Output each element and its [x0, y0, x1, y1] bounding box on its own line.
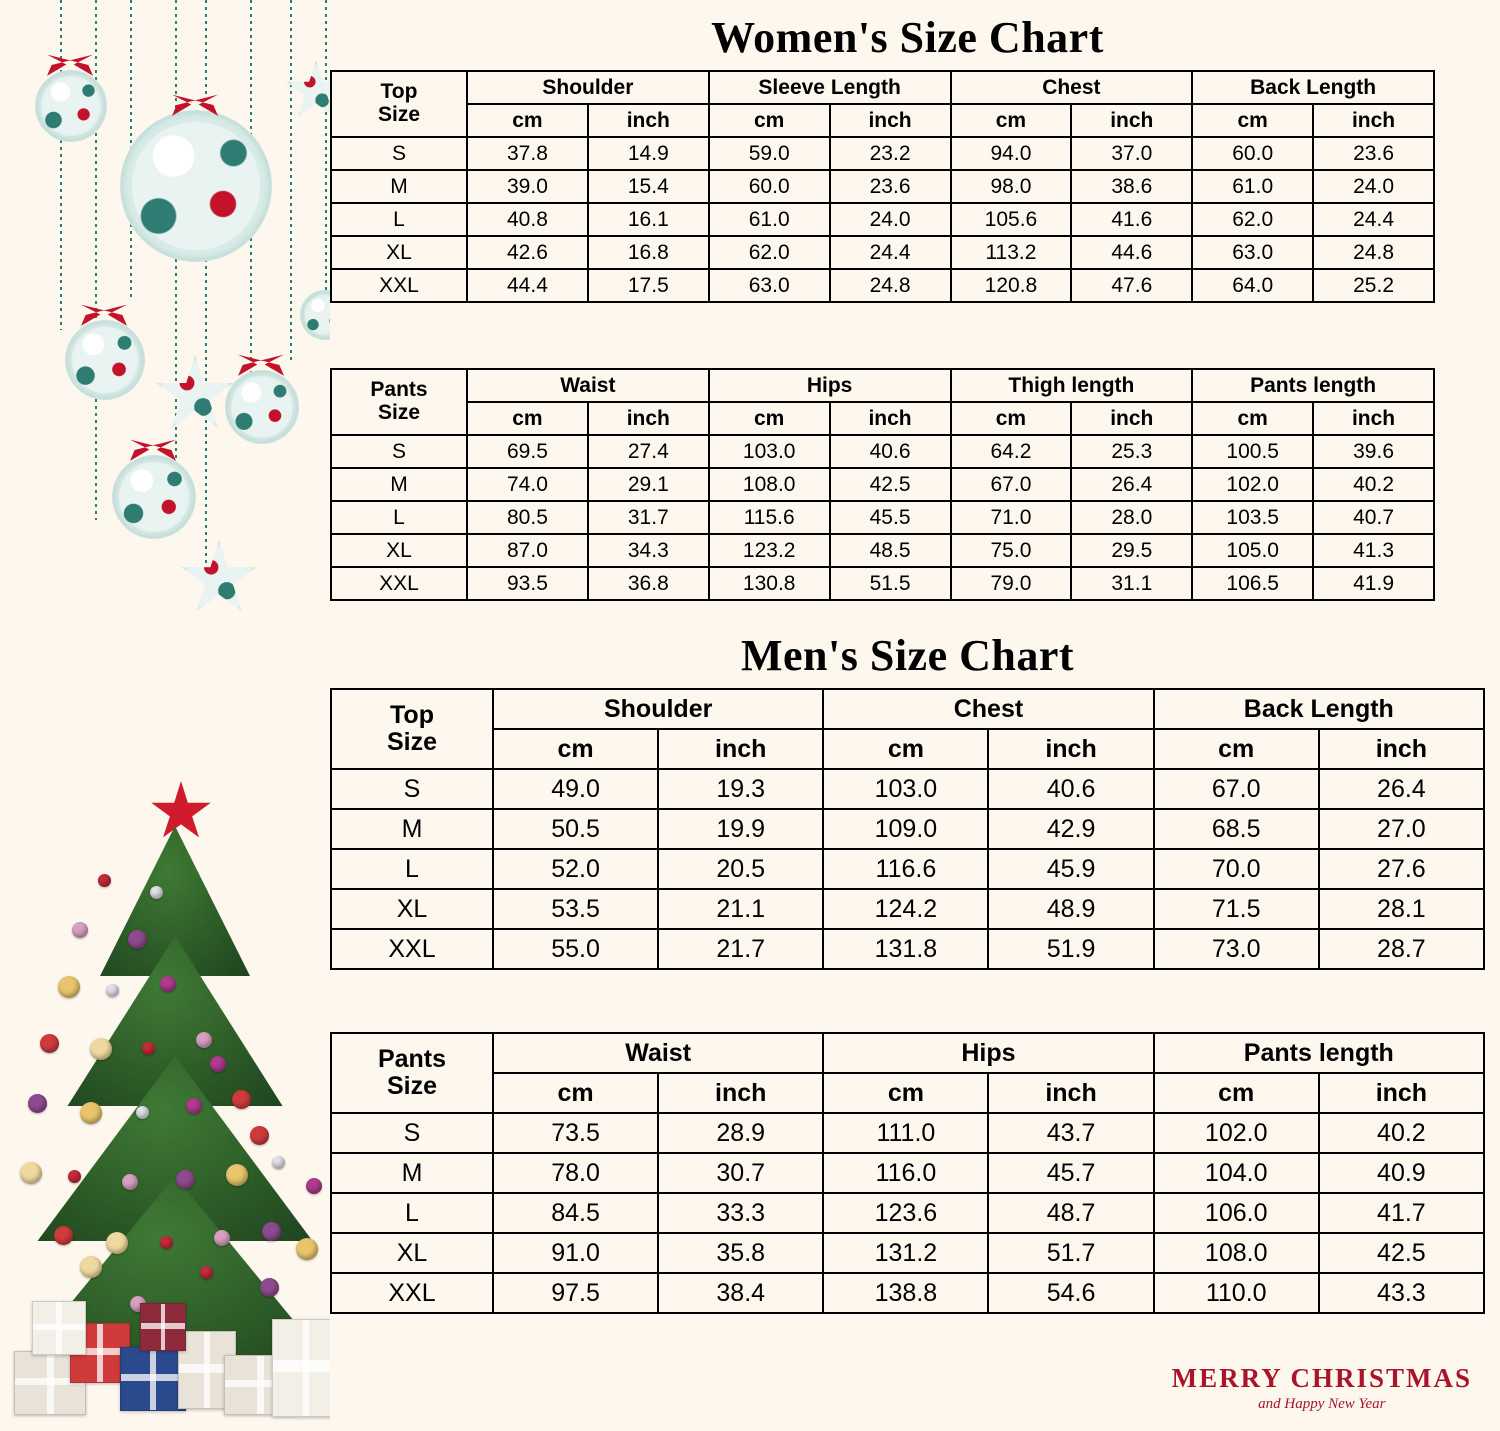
measurement-cell: 115.6	[709, 501, 830, 534]
unit-header: inch	[588, 104, 709, 137]
measurement-cell: 79.0	[951, 567, 1072, 600]
measurement-cell: 42.6	[467, 236, 588, 269]
measurement-cell: 97.5	[493, 1273, 658, 1313]
measurement-cell: 48.5	[830, 534, 951, 567]
measurement-cell: 108.0	[1154, 1233, 1319, 1273]
measurement-cell: 35.8	[658, 1233, 823, 1273]
size-cell: S	[331, 435, 467, 468]
measurement-cell: 36.8	[588, 567, 709, 600]
table-row	[331, 889, 1484, 929]
size-cell: XXL	[331, 567, 467, 600]
measurement-cell: 62.0	[1192, 203, 1313, 236]
size-cell: M	[331, 809, 493, 849]
tree-bauble-icon	[160, 1236, 173, 1249]
measurement-cell: 93.5	[467, 567, 588, 600]
tree-bauble-icon	[28, 1094, 47, 1113]
measurement-cell: 103.0	[823, 769, 988, 809]
size-cell: S	[331, 1113, 493, 1153]
measurement-cell: 68.5	[1154, 809, 1319, 849]
tree-bauble-icon	[306, 1178, 322, 1194]
size-column-header: Top Size	[331, 689, 493, 769]
unit-header: inch	[588, 402, 709, 435]
measurement-cell: 27.0	[1319, 809, 1484, 849]
measurement-cell: 109.0	[823, 809, 988, 849]
measurement-cell: 43.7	[988, 1113, 1153, 1153]
measurement-cell: 40.2	[1319, 1113, 1484, 1153]
measurement-cell: 48.9	[988, 889, 1153, 929]
unit-header: cm	[467, 402, 588, 435]
measurement-cell: 21.1	[658, 889, 823, 929]
unit-header: cm	[823, 729, 988, 769]
size-cell: L	[331, 849, 493, 889]
measurement-cell: 123.2	[709, 534, 830, 567]
measurement-cell: 40.7	[1313, 501, 1434, 534]
measurement-cell: 102.0	[1192, 468, 1313, 501]
women-chart-title: Women's Size Chart	[711, 13, 1104, 62]
measurement-cell: 130.8	[709, 567, 830, 600]
ornament-string	[205, 0, 207, 600]
tree-bauble-icon	[250, 1126, 269, 1145]
unit-header: cm	[467, 104, 588, 137]
measurement-cell: 38.4	[658, 1273, 823, 1313]
measurement-cell: 61.0	[709, 203, 830, 236]
table-unit-header-row	[331, 104, 1434, 137]
size-cell: L	[331, 203, 467, 236]
size-cell: XL	[331, 889, 493, 929]
measurement-cell: 52.0	[493, 849, 658, 889]
table-unit-header-row	[331, 402, 1434, 435]
measurement-cell: 16.8	[588, 236, 709, 269]
ornament-string	[325, 0, 327, 300]
measurement-cell: 131.8	[823, 929, 988, 969]
measurement-group-header: Back Length	[1154, 689, 1484, 729]
measurement-cell: 61.0	[1192, 170, 1313, 203]
measurement-cell: 116.6	[823, 849, 988, 889]
star-ornament-icon	[155, 355, 235, 435]
women-pants-size-table	[330, 368, 1435, 601]
gift-box-icon	[272, 1319, 330, 1417]
star-ornament-icon	[180, 540, 258, 618]
tree-bauble-icon	[232, 1090, 251, 1109]
table-row	[331, 1113, 1484, 1153]
measurement-cell: 40.2	[1313, 468, 1434, 501]
measurement-cell: 45.7	[988, 1153, 1153, 1193]
christmas-tree	[10, 731, 330, 1431]
measurement-cell: 37.8	[467, 137, 588, 170]
unit-header: cm	[951, 402, 1072, 435]
unit-header: inch	[1319, 1073, 1484, 1113]
measurement-group-header: Chest	[823, 689, 1153, 729]
measurement-cell: 50.5	[493, 809, 658, 849]
tree-bauble-icon	[128, 930, 147, 949]
measurement-cell: 75.0	[951, 534, 1072, 567]
measurement-cell: 80.5	[467, 501, 588, 534]
tree-bauble-icon	[90, 1038, 112, 1060]
measurement-cell: 42.5	[1319, 1233, 1484, 1273]
measurement-cell: 39.6	[1313, 435, 1434, 468]
measurement-cell: 105.0	[1192, 534, 1313, 567]
table-group-header-row	[331, 369, 1434, 402]
gift-boxes	[10, 1261, 330, 1431]
unit-header: inch	[1071, 104, 1192, 137]
tree-bauble-icon	[58, 976, 80, 998]
measurement-cell: 64.2	[951, 435, 1072, 468]
ball-ornament-icon	[300, 290, 330, 340]
ball-ornament-icon	[120, 110, 272, 262]
men-top-size-table	[330, 688, 1485, 970]
tree-bauble-icon	[136, 1106, 149, 1119]
tree-bauble-icon	[186, 1098, 202, 1114]
table-row	[331, 769, 1484, 809]
measurement-cell: 103.5	[1192, 501, 1313, 534]
measurement-cell: 28.9	[658, 1113, 823, 1153]
unit-header: cm	[1192, 402, 1313, 435]
measurement-cell: 131.2	[823, 1233, 988, 1273]
measurement-cell: 53.5	[493, 889, 658, 929]
size-cell: M	[331, 1153, 493, 1193]
unit-header: inch	[1071, 402, 1192, 435]
merry-christmas-text	[1172, 1363, 1472, 1413]
measurement-group-header: Waist	[493, 1033, 823, 1073]
measurement-cell: 40.9	[1319, 1153, 1484, 1193]
measurement-cell: 71.0	[951, 501, 1072, 534]
measurement-cell: 59.0	[709, 137, 830, 170]
measurement-cell: 26.4	[1071, 468, 1192, 501]
measurement-cell: 63.0	[1192, 236, 1313, 269]
size-cell: XXL	[331, 269, 467, 302]
measurement-cell: 41.6	[1071, 203, 1192, 236]
men-chart-title: Men's Size Chart	[740, 631, 1075, 680]
table-unit-header-row	[331, 729, 1484, 769]
ornament-string	[290, 0, 292, 360]
table-row	[331, 929, 1484, 969]
measurement-cell: 28.0	[1071, 501, 1192, 534]
ball-ornament-icon	[225, 370, 299, 444]
measurement-cell: 25.3	[1071, 435, 1192, 468]
unit-header: cm	[1154, 729, 1319, 769]
measurement-cell: 116.0	[823, 1153, 988, 1193]
size-cell: M	[331, 170, 467, 203]
measurement-cell: 124.2	[823, 889, 988, 929]
measurement-cell: 63.0	[709, 269, 830, 302]
size-cell: L	[331, 501, 467, 534]
measurement-cell: 60.0	[709, 170, 830, 203]
unit-header: inch	[830, 104, 951, 137]
tree-bauble-icon	[106, 984, 119, 997]
measurement-cell: 44.6	[1071, 236, 1192, 269]
measurement-cell: 64.0	[1192, 269, 1313, 302]
tree-bauble-icon	[272, 1156, 285, 1169]
table-row	[331, 1193, 1484, 1233]
ball-ornament-icon	[65, 320, 145, 400]
measurement-cell: 39.0	[467, 170, 588, 203]
unit-header: inch	[988, 1073, 1153, 1113]
measurement-cell: 69.5	[467, 435, 588, 468]
measurement-cell: 27.6	[1319, 849, 1484, 889]
measurement-cell: 41.9	[1313, 567, 1434, 600]
table-row	[331, 849, 1484, 889]
table-group-header-row	[331, 71, 1434, 104]
ball-ornament-icon	[112, 455, 196, 539]
measurement-cell: 51.9	[988, 929, 1153, 969]
measurement-cell: 28.1	[1319, 889, 1484, 929]
table-row	[331, 236, 1434, 269]
table-row	[331, 468, 1434, 501]
measurement-cell: 55.0	[493, 929, 658, 969]
table-row	[331, 501, 1434, 534]
measurement-cell: 105.6	[951, 203, 1072, 236]
tree-bauble-icon	[68, 1170, 81, 1183]
measurement-cell: 23.6	[830, 170, 951, 203]
measurement-cell: 23.6	[1313, 137, 1434, 170]
size-column-header: Pants Size	[331, 1033, 493, 1113]
table-row	[331, 137, 1434, 170]
table-row	[331, 1153, 1484, 1193]
size-cell: XXL	[331, 1273, 493, 1313]
measurement-cell: 108.0	[709, 468, 830, 501]
measurement-cell: 60.0	[1192, 137, 1313, 170]
gift-box-icon	[120, 1347, 186, 1411]
measurement-cell: 24.0	[1313, 170, 1434, 203]
tree-bauble-icon	[226, 1164, 248, 1186]
measurement-cell: 138.8	[823, 1273, 988, 1313]
measurement-cell: 73.5	[493, 1113, 658, 1153]
tree-bauble-icon	[262, 1222, 281, 1241]
measurement-cell: 120.8	[951, 269, 1072, 302]
ornament-string	[60, 0, 62, 330]
tree-bauble-icon	[54, 1226, 73, 1245]
measurement-cell: 34.3	[588, 534, 709, 567]
unit-header: inch	[1313, 402, 1434, 435]
measurement-cell: 19.9	[658, 809, 823, 849]
unit-header: inch	[658, 729, 823, 769]
size-cell: XXL	[331, 929, 493, 969]
gift-box-icon	[32, 1301, 86, 1355]
measurement-cell: 71.5	[1154, 889, 1319, 929]
size-cell: XL	[331, 1233, 493, 1273]
measurement-cell: 102.0	[1154, 1113, 1319, 1153]
measurement-cell: 30.7	[658, 1153, 823, 1193]
measurement-group-header: Sleeve Length	[709, 71, 951, 104]
measurement-cell: 98.0	[951, 170, 1072, 203]
tree-bauble-icon	[160, 976, 176, 992]
table-unit-header-row	[331, 1073, 1484, 1113]
tree-bauble-icon	[150, 886, 163, 899]
table-row	[331, 534, 1434, 567]
tree-bauble-icon	[72, 922, 88, 938]
measurement-cell: 106.5	[1192, 567, 1313, 600]
merry-christmas-line2: and Happy New Year	[1258, 1396, 1386, 1412]
measurement-cell: 49.0	[493, 769, 658, 809]
gift-box-icon	[140, 1303, 186, 1351]
measurement-group-header: Waist	[467, 369, 709, 402]
measurement-cell: 31.7	[588, 501, 709, 534]
measurement-group-header: Shoulder	[493, 689, 823, 729]
tree-bauble-icon	[214, 1230, 230, 1246]
measurement-group-header: Pants length	[1154, 1033, 1484, 1073]
measurement-cell: 21.7	[658, 929, 823, 969]
measurement-cell: 40.6	[988, 769, 1153, 809]
measurement-cell: 91.0	[493, 1233, 658, 1273]
measurement-cell: 48.7	[988, 1193, 1153, 1233]
tree-bauble-icon	[80, 1102, 102, 1124]
measurement-cell: 17.5	[588, 269, 709, 302]
measurement-cell: 23.2	[830, 137, 951, 170]
measurement-group-header: Hips	[709, 369, 951, 402]
unit-header: cm	[709, 402, 830, 435]
table-row	[331, 203, 1434, 236]
measurement-cell: 51.7	[988, 1233, 1153, 1273]
table-row	[331, 567, 1434, 600]
measurement-cell: 100.5	[1192, 435, 1313, 468]
measurement-cell: 24.0	[830, 203, 951, 236]
measurement-cell: 38.6	[1071, 170, 1192, 203]
unit-header: inch	[988, 729, 1153, 769]
table-group-header-row	[331, 1033, 1484, 1073]
tree-bauble-icon	[210, 1056, 226, 1072]
table-row	[331, 1233, 1484, 1273]
measurement-cell: 15.4	[588, 170, 709, 203]
size-column-header: Pants Size	[331, 369, 467, 435]
measurement-cell: 103.0	[709, 435, 830, 468]
measurement-cell: 29.1	[588, 468, 709, 501]
measurement-cell: 24.8	[830, 269, 951, 302]
table-row	[331, 435, 1434, 468]
unit-header: cm	[1154, 1073, 1319, 1113]
unit-header: cm	[823, 1073, 988, 1113]
measurement-cell: 94.0	[951, 137, 1072, 170]
unit-header: inch	[658, 1073, 823, 1113]
measurement-cell: 40.8	[467, 203, 588, 236]
tree-bauble-icon	[122, 1174, 138, 1190]
measurement-cell: 62.0	[709, 236, 830, 269]
measurement-cell: 41.3	[1313, 534, 1434, 567]
size-column-header: Top Size	[331, 71, 467, 137]
table-group-header-row	[331, 689, 1484, 729]
measurement-cell: 24.4	[1313, 203, 1434, 236]
size-cell: XL	[331, 236, 467, 269]
men-pants-size-table	[330, 1032, 1485, 1314]
measurement-cell: 14.9	[588, 137, 709, 170]
table-row	[331, 809, 1484, 849]
ornament-string	[95, 0, 97, 520]
unit-header: inch	[1319, 729, 1484, 769]
christmas-decoration-panel	[0, 0, 330, 1431]
table-row	[331, 1273, 1484, 1313]
measurement-cell: 70.0	[1154, 849, 1319, 889]
measurement-cell: 45.5	[830, 501, 951, 534]
measurement-cell: 106.0	[1154, 1193, 1319, 1233]
measurement-group-header: Shoulder	[467, 71, 709, 104]
size-cell: L	[331, 1193, 493, 1233]
measurement-cell: 40.6	[830, 435, 951, 468]
tree-bauble-icon	[176, 1170, 195, 1189]
size-cell: S	[331, 769, 493, 809]
measurement-group-header: Pants length	[1192, 369, 1434, 402]
measurement-cell: 28.7	[1319, 929, 1484, 969]
measurement-cell: 24.8	[1313, 236, 1434, 269]
measurement-cell: 51.5	[830, 567, 951, 600]
measurement-group-header: Thigh length	[951, 369, 1193, 402]
merry-christmas-line1: MERRY CHRISTMAS	[1171, 1363, 1472, 1393]
measurement-cell: 74.0	[467, 468, 588, 501]
measurement-cell: 37.0	[1071, 137, 1192, 170]
measurement-cell: 110.0	[1154, 1273, 1319, 1313]
measurement-cell: 43.3	[1319, 1273, 1484, 1313]
unit-header: cm	[493, 1073, 658, 1113]
size-cell: XL	[331, 534, 467, 567]
measurement-cell: 31.1	[1071, 567, 1192, 600]
measurement-cell: 42.9	[988, 809, 1153, 849]
measurement-group-header: Back Length	[1192, 71, 1434, 104]
measurement-cell: 67.0	[951, 468, 1072, 501]
unit-header: cm	[1192, 104, 1313, 137]
tree-bauble-icon	[296, 1238, 318, 1260]
tree-bauble-icon	[106, 1232, 128, 1254]
measurement-group-header: Hips	[823, 1033, 1153, 1073]
measurement-cell: 87.0	[467, 534, 588, 567]
measurement-cell: 113.2	[951, 236, 1072, 269]
measurement-cell: 41.7	[1319, 1193, 1484, 1233]
measurement-cell: 25.2	[1313, 269, 1434, 302]
measurement-cell: 20.5	[658, 849, 823, 889]
size-cell: M	[331, 468, 467, 501]
measurement-cell: 47.6	[1071, 269, 1192, 302]
unit-header: cm	[709, 104, 830, 137]
measurement-group-header: Chest	[951, 71, 1193, 104]
table-row	[331, 170, 1434, 203]
tree-bauble-icon	[196, 1032, 212, 1048]
unit-header: cm	[493, 729, 658, 769]
measurement-cell: 19.3	[658, 769, 823, 809]
measurement-cell: 111.0	[823, 1113, 988, 1153]
measurement-cell: 84.5	[493, 1193, 658, 1233]
measurement-cell: 24.4	[830, 236, 951, 269]
measurement-cell: 33.3	[658, 1193, 823, 1233]
measurement-cell: 29.5	[1071, 534, 1192, 567]
unit-header: inch	[830, 402, 951, 435]
measurement-cell: 42.5	[830, 468, 951, 501]
measurement-cell: 26.4	[1319, 769, 1484, 809]
measurement-cell: 78.0	[493, 1153, 658, 1193]
table-row	[331, 269, 1434, 302]
women-top-size-table	[330, 70, 1435, 303]
unit-header: inch	[1313, 104, 1434, 137]
tree-bauble-icon	[98, 874, 111, 887]
measurement-cell: 123.6	[823, 1193, 988, 1233]
tree-bauble-icon	[142, 1042, 155, 1055]
ball-ornament-icon	[35, 70, 107, 142]
measurement-cell: 73.0	[1154, 929, 1319, 969]
unit-header: cm	[951, 104, 1072, 137]
measurement-cell: 16.1	[588, 203, 709, 236]
measurement-cell: 44.4	[467, 269, 588, 302]
measurement-cell: 45.9	[988, 849, 1153, 889]
measurement-cell: 27.4	[588, 435, 709, 468]
tree-bauble-icon	[40, 1034, 59, 1053]
tree-bauble-icon	[20, 1162, 42, 1184]
measurement-cell: 104.0	[1154, 1153, 1319, 1193]
size-cell: S	[331, 137, 467, 170]
measurement-cell: 67.0	[1154, 769, 1319, 809]
measurement-cell: 54.6	[988, 1273, 1153, 1313]
